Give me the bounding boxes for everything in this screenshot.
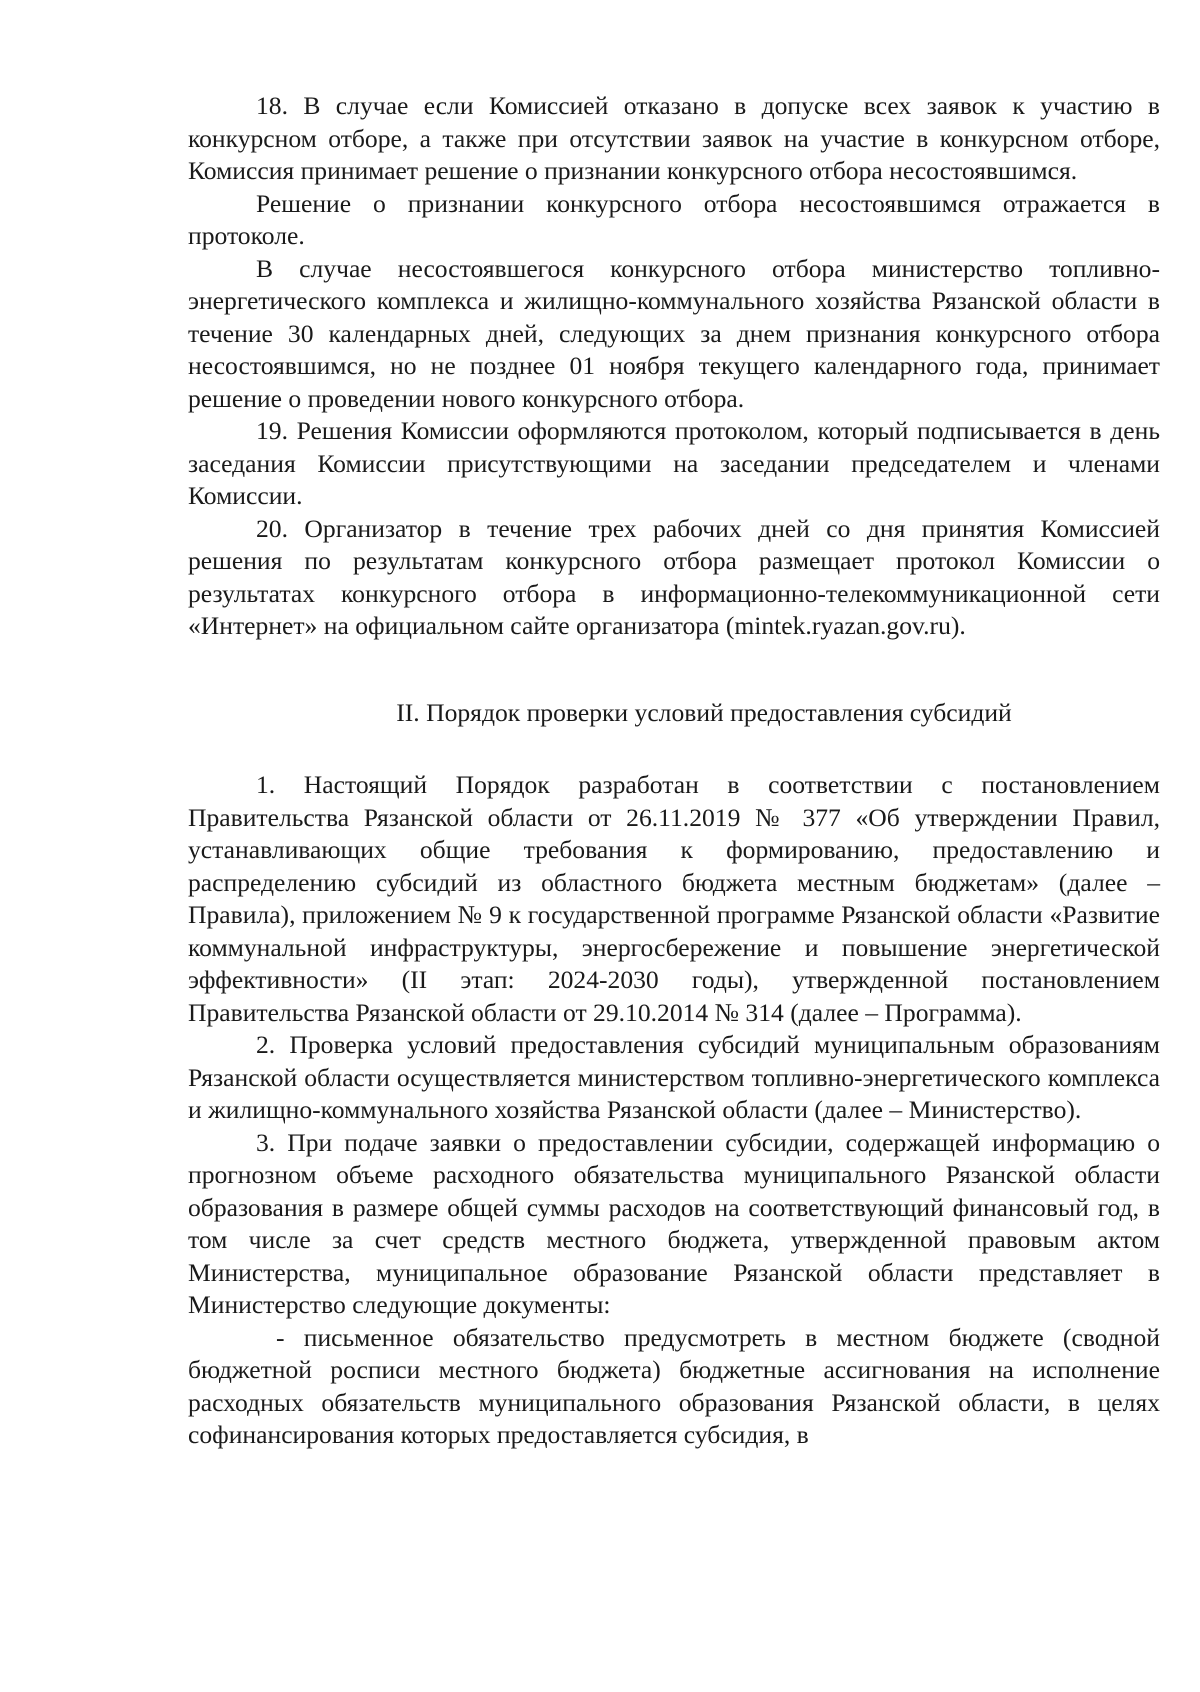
section-gap	[188, 643, 1160, 697]
paragraph-18: 18. В случае если Комиссией отказано в допуске всех заявок к участию в конкурсном отборе, а также при отсутствии заявок на участие в конкурсном отборе, Комиссия принимает решение о признании конкурсного отбора несостоявшимся.	[188, 91, 1160, 185]
bullet-written-obligation: - письменное обязательство предусмотреть в местном бюджете (сводной бюджетной росписи местного бюджета) бюджетные ассигнования на исполнение расходных обязательств муниципального образования Рязанской области, в целях софинансирования которых предоставляется субсидия, в	[188, 1322, 1160, 1449]
paragraph-2: 2. Проверка условий предоставления субсидий муниципальным образованиям Рязанской области осуществляется министерством топливно-энергетического комплекса и жилищно-коммунального хозяйства Рязанской области (далее – Министерство).	[188, 1030, 1160, 1124]
paragraph-18-protocol: Решение о признании конкурсного отбора несостоявшимся отражается в протоколе.	[188, 188, 1160, 250]
paragraph-1: 1. Настоящий Порядок разработан в соответствии с постановлением Правительства Рязанской области от 26.11.2019 № 377 «Об утверждении Правил, устанавливающих общие требования к формированию, предоставлению и распределению субсидий из областного бюджета местным бюджетам» (далее – Правила), приложением № 9 к государственной программе Рязанской области «Развитие коммунальной инфраструктуры, энергосбережение и повышение энергетической эффективности» (II этап: 2024-2030 годы), утвержденной постановлением Правительства Рязанской области от 29.10.2014 № 314 (далее – Программа).	[188, 770, 1160, 1027]
heading-gap	[188, 729, 1160, 769]
paragraph-20: 20. Организатор в течение трех рабочих дней со дня принятия Комиссией решения по результатам конкурсного отбора размещает протокол Комиссии о результатах конкурсного отбора в информационно-телекоммуникационной сети «Интернет» на официальном сайте организатора (mintek.ryazan.gov.ru).	[188, 513, 1160, 640]
paragraph-3: 3. При подаче заявки о предоставлении субсидии, содержащей информацию о прогнозном объеме расходного обязательства муниципального Рязанской области образования в размере общей суммы расходов на соответствующий финансовый год, в том числе за счет средств местного бюджета, утвержденной правовым актом Министерства, муниципальное образование Рязанской области представляет в Министерство следующие документы:	[188, 1127, 1160, 1319]
paragraph-18-new-selection: В случае несостоявшегося конкурсного отбора министерство топливно-энергетического комплекса и жилищно-коммунального хозяйства Рязанской области в течение 30 календарных дней, следующих за днем признания конкурсного отбора несостоявшимся, но не позднее 01 ноября текущего календарного года, принимает решение о проведении нового конкурсного отбора.	[188, 253, 1160, 413]
section-heading: II. Порядок проверки условий предоставления субсидий	[396, 697, 1012, 727]
document-page	[188, 90, 1160, 1452]
paragraph-19: 19. Решения Комиссии оформляются протоколом, который подписывается в день заседания Комиссии присутствующими на заседании председателем и членами Комиссии.	[188, 416, 1160, 510]
